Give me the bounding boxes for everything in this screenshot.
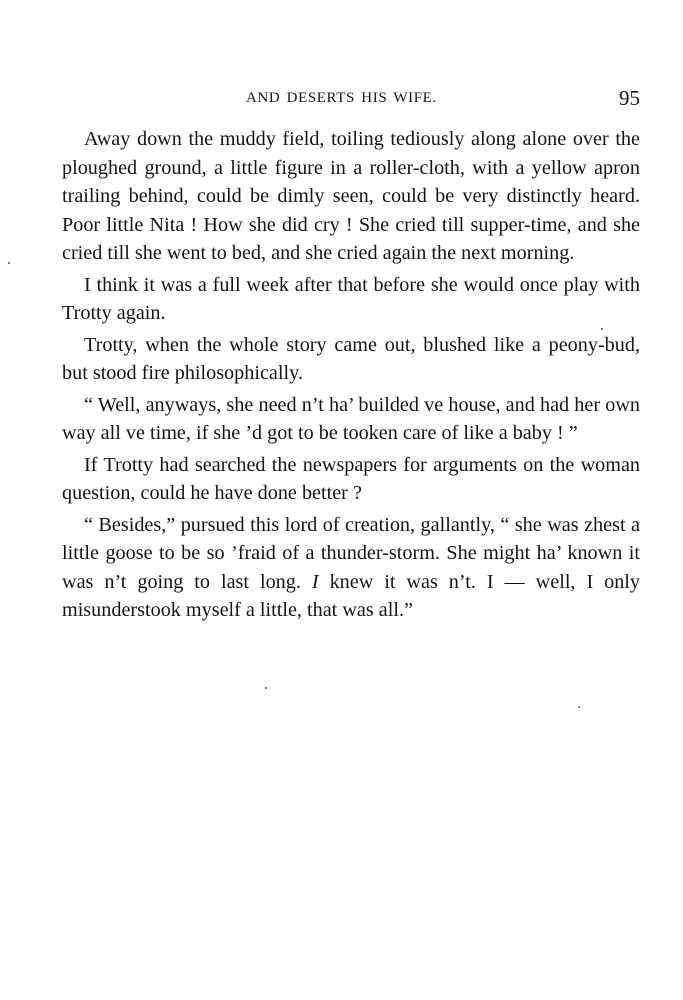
running-head	[62, 86, 640, 112]
paragraph-last-tail: knew it was n’t. I — well, I only misunderstook myself a little, that was all.”	[62, 570, 641, 621]
paragraph-last-lead: “ Besides,” pursued this lord of creation, gallantly, “ she was zhest a little goose to be so ’fraid of a thunder-storm. She might ha’ known it was n’t going to last long.	[62, 513, 640, 593]
paragraph: I think it was a full week after that before she would once play with Trotty again.	[62, 273, 640, 324]
paragraph-last	[62, 511, 640, 625]
scan-speck	[578, 706, 580, 708]
scan-speck	[601, 328, 603, 330]
body-text	[62, 125, 640, 628]
page-number: 95	[619, 86, 640, 110]
paragraph: Away down the muddy field, toiling tediously along alone over the ploughed ground, a little figure in a roller-cloth, with a yellow apron trailing behind, could be dimly seen, could be very distinctly heard. Poor little Nita ! How she did cry ! She cried till supper-time, and she cried till she went to bed, and she cried again the next morning.	[62, 128, 640, 264]
paragraph: “ Well, anyways, she need n’t ha’ builded ve house, and had her own way all ve time, if she ’d got to be tooken care of like a baby ! ”	[62, 393, 640, 444]
running-title: AND DESERTS HIS WIFE.	[246, 90, 437, 106]
emphasized-word: I	[311, 570, 319, 593]
scan-speck	[265, 687, 267, 689]
paragraph: If Trotty had searched the newspapers for arguments on the woman question, could he have done better ?	[62, 453, 640, 504]
scan-speck	[8, 262, 10, 264]
paragraph: Trotty, when the whole story came out, blushed like a peony-bud, but stood fire philosophically.	[62, 333, 640, 384]
